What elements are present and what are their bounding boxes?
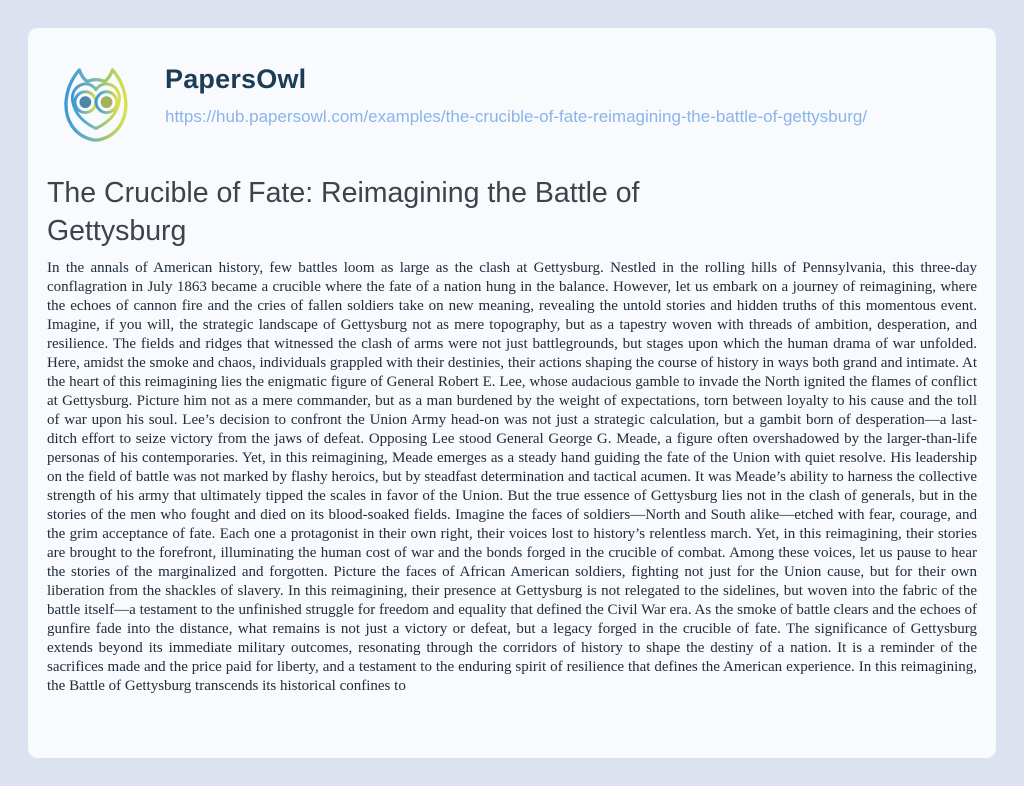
header-text-block [165, 64, 867, 130]
document-card [28, 28, 996, 758]
article-title: The Crucible of Fate: Reimagining the Battle of Gettysburg [47, 177, 640, 247]
papersowl-owl-logo-icon [49, 56, 141, 152]
document-header [47, 56, 977, 152]
article-body-text: In the annals of American history, few battles loom as large as the clash at Gettysburg. Nestled in the rolling hills of Pennsylvania, this three-day conflagration in July 1863 became a crucible where the fate of a nation hung in the balance. However, let us embark on a journey of reimagining, where the echoes of cannon fire and the cries of fallen soldiers take on new meaning, revealing the untold stories and hidden truths of this momentous event. Imagine, if you will, the strategic landscape of Gettysburg not as mere topography, but as a tapestry woven with threads of ambition, desperation, and resilience. The fields and ridges that witnessed the clash of arms were not just battlegrounds, but stages upon which the human drama of war unfolded. Here, amidst the smoke and chaos, individuals grappled with their destinies, their actions shaping the course of history in ways both grand and intimate. At the heart of this reimagining lies the enigmatic figure of General Robert E. Lee, whose audacious gamble to invade the North ignited the flames of conflict at Gettysburg. Picture him not as a mere commander, but as a man burdened by the weight of expectations, torn between loyalty to his cause and the toll of war upon his soul. Lee’s decision to confront the Union Army head-on was not just a strategic calculation, but a gambit born of desperation—a last-ditch effort to seize victory from the jaws of defeat. Opposing Lee stood General George G. Meade, a figure often overshadowed by the larger-than-life personas of his contemporaries. Yet, in this reimagining, Meade emerges as a steady hand guiding the fate of the Union with quiet resolve. His leadership on the field of battle was not marked by flashy heroics, but by steadfast determination and tactical acumen. It was Meade’s ability to harness the collective strength of his army that ultimately tipped the scales in favor of the Union. But the true essence of Gettysburg lies not in the clash of generals, but in the stories of the men who fought and died on its blood-soaked fields. Imagine the faces of soldiers—North and South alike—etched with fear, courage, and the grim acceptance of fate. Each one a protagonist in their own right, their voices lost to history’s relentless march. Yet, in this reimagining, their stories are brought to the forefront, illuminating the human cost of war and the bonds forged in the crucible of combat. Among these voices, let us pause to hear the stories of the marginalized and forgotten. Picture the faces of African American soldiers, fighting not just for the Union cause, but for their own liberation from the shackles of slavery. In this reimagining, their presence at Gettysburg is not relegated to the sidelines, but woven into the fabric of the battle itself—a testament to the unfinished struggle for freedom and equality that defined the Civil War era. As the smoke of battle clears and the echoes of gunfire fade into the distance, what remains is not just a victory or defeat, but a legacy forged in the crucible of fate. The significance of Gettysburg extends beyond its immediate military outcomes, resonating through the corridors of history to shape the destiny of a nation. It is a reminder of the sacrifices made and the price paid for liberty, and a testament to the enduring spirit of resilience that defines the American experience. In this reimagining, the Battle of Gettysburg transcends its historical confines to [47, 260, 977, 694]
source-url-link[interactable]: https://hub.papersowl.com/examples/the-crucible-of-fate-reimagining-the-battle-of-gettysburg/ [165, 107, 868, 126]
brand-name: PapersOwl [165, 64, 307, 94]
